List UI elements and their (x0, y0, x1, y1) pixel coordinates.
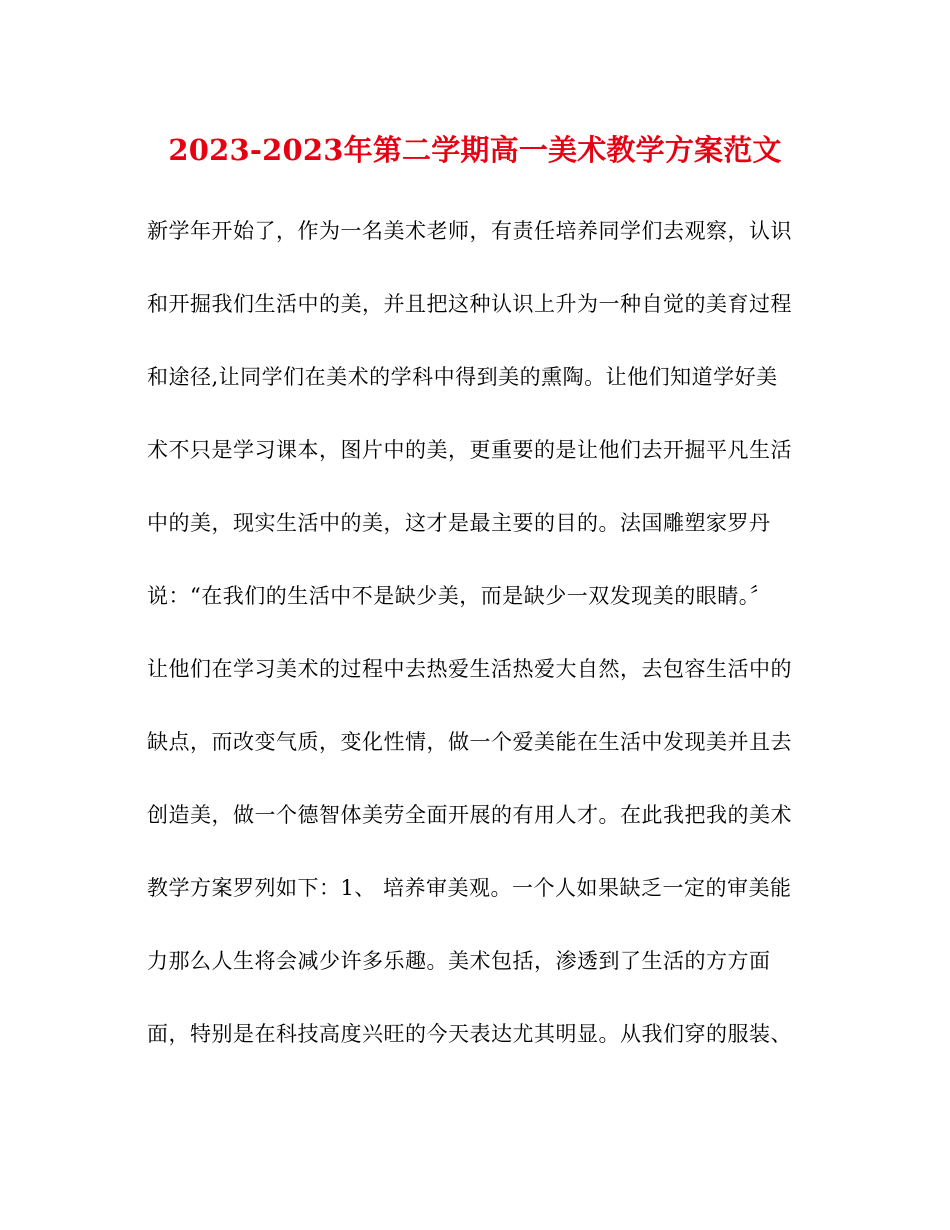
body-line: 中的美，现实生活中的美，这才是最主要的目的。法国雕塑家罗丹 (147, 511, 771, 535)
document-body (147, 206, 807, 1082)
document-title: 2023-2023年第二学期高一美术教学方案范文 (168, 133, 782, 167)
body-line: 缺点，而改变气质，变化性情，做一个爱美能在生活中发现美并且去 (147, 730, 792, 754)
body-line: 创造美，做一个德智体美劳全面开展的有用人才。在此我把我的美术 (147, 803, 792, 827)
body-line: 面，特别是在科技高度兴旺的今天表达尤其明显。从我们穿的服装、 (147, 1022, 792, 1046)
body-line: 力那么人生将会减少许多乐趣。美术包括，渗透到了生活的方方面 (147, 949, 771, 973)
body-line: 术不只是学习课本，图片中的美，更重要的是让他们去开掘平凡生活 (147, 438, 792, 462)
body-line: 让他们在学习美术的过程中去热爱生活热爱大自然，去包容生活中的 (147, 657, 792, 681)
body-line: 和开掘我们生活中的美，并且把这种认识上升为一种自觉的美育过程 (147, 292, 792, 316)
body-line: 说：“在我们的生活中不是缺少美，而是缺少一双发现美的眼睛。〞 (147, 584, 772, 608)
body-line: 新学年开始了，作为一名美术老师，有责任培养同学们去观察，认识 (147, 219, 792, 243)
body-line: 和途径,让同学们在美术的学科中得到美的熏陶。让他们知道学好美 (147, 365, 778, 389)
body-line: 教学方案罗列如下：1、 培养审美观。一个人如果缺乏一定的审美能 (147, 876, 792, 900)
